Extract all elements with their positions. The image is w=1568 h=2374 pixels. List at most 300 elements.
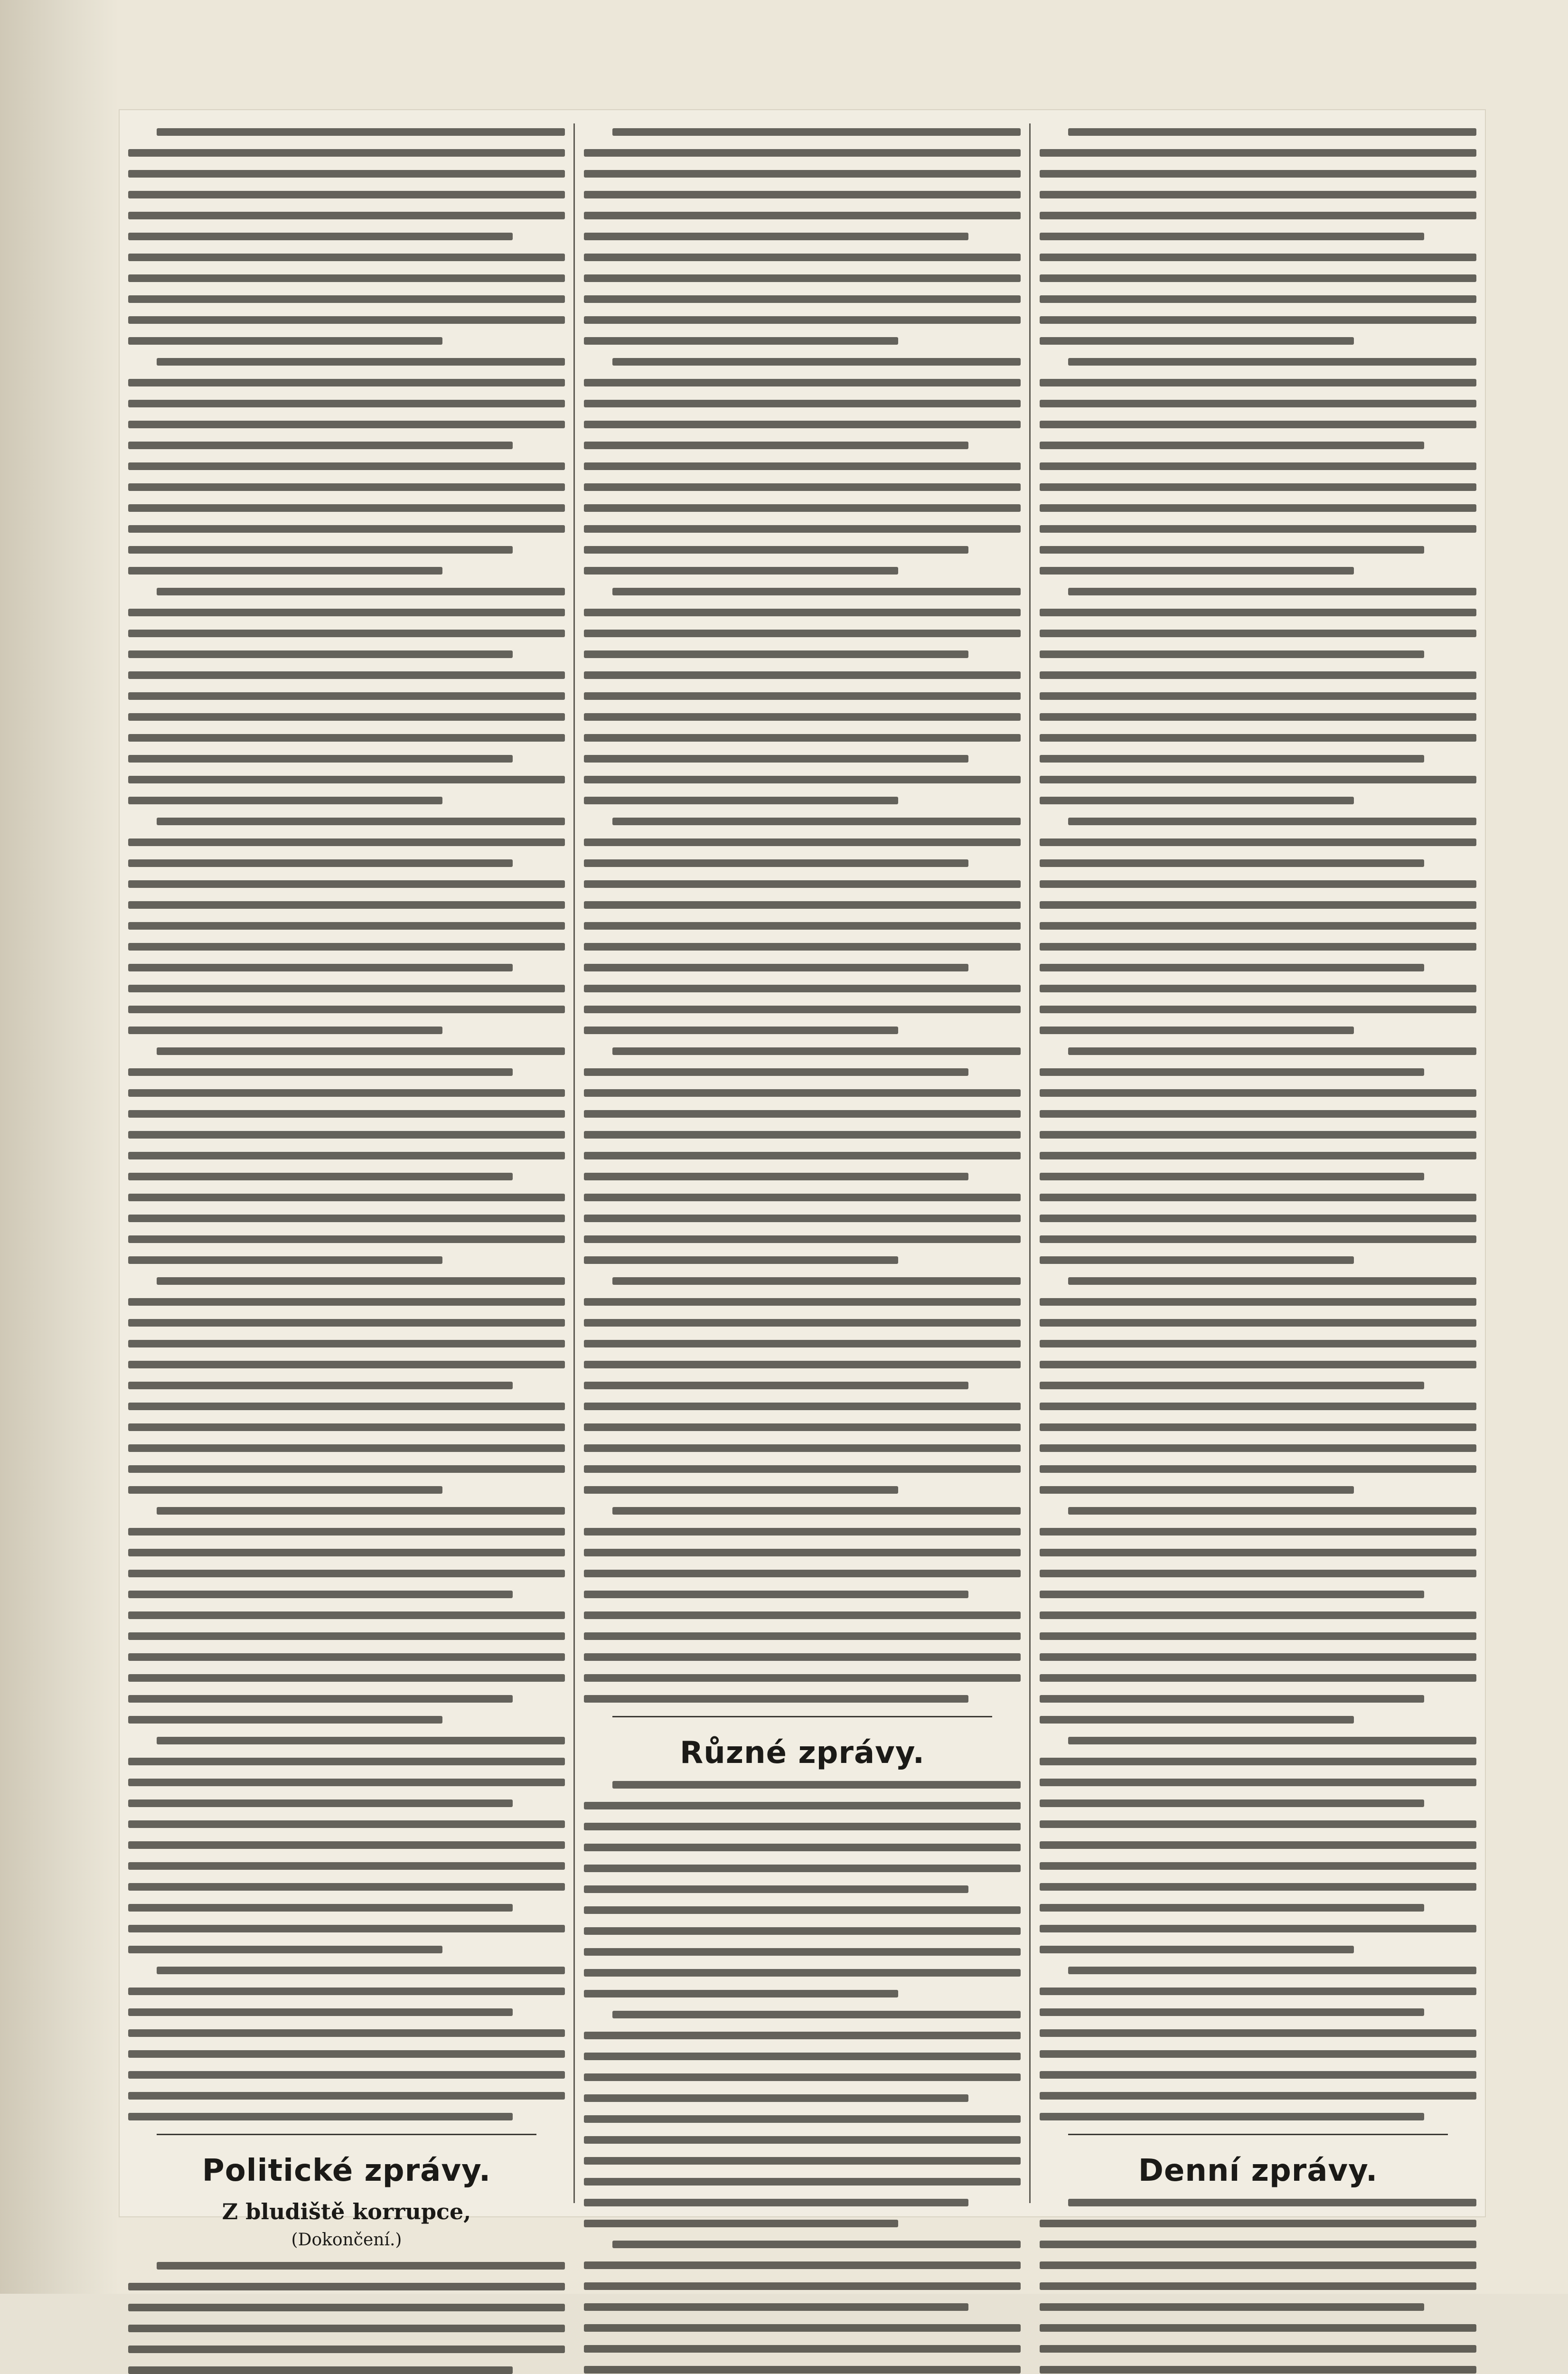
body-text-block <box>128 2262 565 2374</box>
heading-rule <box>612 1716 992 1717</box>
text-line <box>128 1883 565 1891</box>
text-line <box>1040 2050 1476 2058</box>
text-line <box>584 2053 1021 2060</box>
text-line <box>1068 1967 1476 1974</box>
text-line <box>1040 1988 1476 1995</box>
text-line <box>1040 1152 1476 1159</box>
text-line <box>1040 1256 1354 1264</box>
text-line <box>128 1653 565 1661</box>
text-line <box>584 1969 1021 1977</box>
text-line <box>584 1298 1021 1306</box>
text-line <box>1040 2241 1476 2248</box>
text-line <box>584 1885 968 1893</box>
text-line <box>128 1319 565 1327</box>
text-line <box>1040 337 1354 345</box>
text-line <box>1040 400 1476 407</box>
text-line <box>1040 2008 1424 2016</box>
text-line <box>584 546 968 554</box>
text-line <box>128 254 565 261</box>
text-line <box>128 671 565 679</box>
text-line <box>584 734 1021 742</box>
text-line <box>1040 546 1424 554</box>
text-line <box>1068 128 1476 136</box>
text-line <box>1040 609 1476 616</box>
various-news-heading: Různé zprávy. <box>679 1735 925 1771</box>
text-line <box>584 2303 968 2311</box>
text-line <box>128 2029 565 2037</box>
column-left <box>128 128 565 2250</box>
text-line <box>128 1444 565 1452</box>
text-line <box>584 1403 1021 1410</box>
text-line <box>1040 2345 1476 2353</box>
text-line <box>128 421 565 428</box>
text-line <box>584 1256 898 1264</box>
text-line <box>128 650 513 658</box>
text-line <box>1040 1674 1476 1682</box>
text-line <box>128 630 565 637</box>
text-line <box>1040 1194 1476 1201</box>
text-line <box>584 379 1021 386</box>
text-line <box>1040 2261 1476 2269</box>
text-line <box>584 922 1021 930</box>
text-line <box>128 2304 565 2311</box>
text-line <box>1040 1068 1424 1076</box>
text-line <box>128 1486 442 1494</box>
text-line <box>1040 713 1476 721</box>
text-line <box>128 964 513 971</box>
text-line <box>1040 797 1354 804</box>
text-line <box>1040 1925 1476 1932</box>
text-line <box>584 1423 1021 1431</box>
column-rule-right <box>1029 123 1031 2203</box>
text-line <box>128 462 565 470</box>
text-line <box>1040 212 1476 219</box>
text-line <box>612 2241 1021 2248</box>
text-line <box>1040 1799 1424 1807</box>
text-line <box>1040 316 1476 324</box>
text-line <box>128 442 513 449</box>
text-line <box>128 1591 513 1598</box>
text-line <box>128 2366 513 2374</box>
text-line <box>1040 1716 1354 1724</box>
text-line <box>128 295 565 303</box>
text-line <box>584 713 1021 721</box>
text-line <box>584 1361 1021 1368</box>
text-line <box>128 1570 565 1577</box>
text-line <box>1040 2366 1476 2374</box>
text-line <box>612 1781 1021 1789</box>
text-line <box>1040 838 1476 846</box>
text-line <box>1040 149 1476 157</box>
text-line <box>584 462 1021 470</box>
text-line <box>1040 734 1476 742</box>
political-news-note: (Dokončení.) <box>291 2230 402 2250</box>
text-line <box>128 1027 442 1034</box>
text-line <box>128 1006 565 1013</box>
text-line <box>128 1632 565 1640</box>
text-line <box>128 1235 565 1243</box>
text-line <box>128 943 565 951</box>
body-text-block <box>584 128 1021 1703</box>
text-line <box>1068 588 1476 595</box>
text-line <box>128 1215 565 1222</box>
text-line <box>1040 462 1476 470</box>
text-line <box>1040 2220 1476 2227</box>
text-line <box>1040 1820 1476 1828</box>
text-line <box>128 567 442 575</box>
text-line <box>128 2346 565 2353</box>
text-line <box>584 1173 968 1180</box>
text-line <box>1040 692 1476 700</box>
text-line <box>1040 1089 1476 1097</box>
text-line <box>128 1194 565 1201</box>
text-line <box>128 1695 513 1703</box>
text-line <box>1040 233 1424 240</box>
text-line <box>157 358 565 366</box>
text-line <box>584 901 1021 909</box>
text-line <box>584 1802 1021 1809</box>
text-line <box>1040 1591 1424 1598</box>
text-line <box>584 650 968 658</box>
text-line <box>157 1277 565 1285</box>
text-line <box>584 1990 898 1997</box>
text-line <box>128 379 565 386</box>
text-line <box>1040 1465 1476 1473</box>
text-line <box>584 170 1021 178</box>
text-line <box>1040 630 1476 637</box>
text-line <box>1040 1946 1354 1953</box>
text-line <box>584 1027 898 1034</box>
text-line <box>584 630 1021 637</box>
text-line <box>1068 358 1476 366</box>
text-line <box>1040 2071 1476 2079</box>
text-line <box>584 1549 1021 1556</box>
text-line <box>1040 1173 1424 1180</box>
column-rule-left <box>573 123 575 2203</box>
text-line <box>584 295 1021 303</box>
text-line <box>1040 985 1476 992</box>
text-line <box>1040 1904 1424 1912</box>
text-line <box>157 1507 565 1515</box>
text-line <box>1040 1632 1476 1640</box>
text-line <box>584 212 1021 219</box>
text-line <box>128 922 565 930</box>
text-line <box>1040 1883 1476 1891</box>
body-text-block <box>128 128 565 2120</box>
text-line <box>128 838 565 846</box>
text-line <box>584 1089 1021 1097</box>
text-line <box>584 2324 1021 2332</box>
text-line <box>584 1068 968 1076</box>
text-line <box>584 2261 1021 2269</box>
text-line <box>584 1948 1021 1956</box>
text-line <box>584 2073 1021 2081</box>
text-line <box>128 1423 565 1431</box>
text-line <box>1040 254 1476 261</box>
text-line <box>584 1340 1021 1347</box>
text-line <box>1040 1215 1476 1222</box>
text-line <box>128 2071 565 2079</box>
text-line <box>584 2157 1021 2165</box>
text-line <box>584 1653 1021 1661</box>
binding-edge <box>0 0 119 2294</box>
text-line <box>128 525 565 533</box>
text-line <box>584 316 1021 324</box>
text-line <box>584 2094 968 2102</box>
text-line <box>1040 2282 1476 2290</box>
text-line <box>128 713 565 721</box>
text-line <box>1068 1737 1476 1744</box>
text-line <box>1040 191 1476 198</box>
text-line <box>128 1925 565 1932</box>
text-line <box>584 797 898 804</box>
text-line <box>1040 880 1476 888</box>
text-line <box>157 1737 565 1744</box>
text-line <box>1040 1528 1476 1536</box>
text-line <box>584 274 1021 282</box>
text-line <box>1040 1006 1476 1013</box>
text-line <box>584 233 968 240</box>
text-line <box>1040 442 1424 449</box>
text-line <box>128 212 565 219</box>
daily-news-heading: Denní zprávy. <box>1138 2153 1378 2188</box>
text-line <box>1040 567 1354 575</box>
text-line <box>128 901 565 909</box>
text-line <box>584 400 1021 407</box>
text-line <box>584 1215 1021 1222</box>
text-line <box>128 1841 565 1849</box>
text-line <box>584 838 1021 846</box>
text-line <box>128 1904 513 1912</box>
political-news-subheading: Z bludiště korrupce, <box>222 2199 471 2225</box>
text-line <box>128 1173 513 1180</box>
text-line <box>1040 295 1476 303</box>
text-line <box>1040 1611 1476 1619</box>
text-line <box>128 1298 565 1306</box>
text-line <box>1040 859 1424 867</box>
text-line <box>584 671 1021 679</box>
text-line <box>1040 1027 1354 1034</box>
text-line <box>128 1089 565 1097</box>
text-line <box>584 525 1021 533</box>
body-text-block <box>1040 2199 1476 2374</box>
text-line <box>128 1528 565 1536</box>
text-line <box>584 442 968 449</box>
text-line <box>584 1570 1021 1577</box>
text-line <box>1040 1298 1476 1306</box>
text-line <box>1040 2303 1424 2311</box>
text-line <box>1040 964 1424 971</box>
text-line <box>1068 1047 1476 1055</box>
text-line <box>128 1465 565 1473</box>
column-middle <box>584 128 1021 2198</box>
text-line <box>612 818 1021 825</box>
text-line <box>584 1674 1021 1682</box>
text-line <box>157 1047 565 1055</box>
text-line <box>157 2262 565 2270</box>
text-line <box>128 1820 565 1828</box>
text-line <box>584 2178 1021 2186</box>
text-line <box>1040 1110 1476 1118</box>
text-line <box>1040 1695 1424 1703</box>
text-line <box>584 1611 1021 1619</box>
text-line <box>584 1844 1021 1851</box>
text-line <box>584 1152 1021 1159</box>
text-line <box>1068 818 1476 825</box>
text-line <box>584 1695 968 1703</box>
text-line <box>128 1403 565 1410</box>
text-line <box>128 316 565 324</box>
text-line <box>128 1110 565 1118</box>
text-line <box>128 797 442 804</box>
text-line <box>1040 1841 1476 1849</box>
text-line <box>1040 421 1476 428</box>
text-line <box>128 1758 565 1765</box>
text-line <box>128 734 565 742</box>
newspaper-sheet <box>119 109 1486 2250</box>
text-line <box>1040 274 1476 282</box>
text-line <box>128 1131 565 1139</box>
text-line <box>584 1591 968 1598</box>
text-line <box>1040 1653 1476 1661</box>
body-text-block <box>584 1781 1021 2374</box>
text-line <box>157 128 565 136</box>
text-line <box>584 2220 898 2227</box>
text-line <box>612 358 1021 366</box>
text-line <box>584 2366 1021 2374</box>
text-line <box>584 943 1021 951</box>
text-line <box>1040 776 1476 783</box>
text-line <box>128 985 565 992</box>
text-line <box>128 504 565 512</box>
text-line <box>584 609 1021 616</box>
text-line <box>584 504 1021 512</box>
text-line <box>584 859 968 867</box>
text-line <box>128 400 565 407</box>
column-right <box>1040 128 1476 2198</box>
text-line <box>1040 922 1476 930</box>
text-line <box>584 1823 1021 1830</box>
text-line <box>128 1799 513 1807</box>
text-line <box>584 1528 1021 1536</box>
text-line <box>128 1152 565 1159</box>
text-line <box>584 1906 1021 1914</box>
text-line <box>128 692 565 700</box>
text-line <box>584 2199 968 2206</box>
text-line <box>128 2050 565 2058</box>
text-line <box>584 1465 1021 1473</box>
text-line <box>157 818 565 825</box>
text-line <box>1040 2324 1476 2332</box>
text-line <box>1040 525 1476 533</box>
text-line <box>584 1319 1021 1327</box>
text-line <box>584 1382 968 1389</box>
text-line <box>612 1047 1021 1055</box>
text-line <box>128 483 565 491</box>
text-line <box>1040 483 1476 491</box>
text-line <box>584 964 968 971</box>
text-line <box>1040 1549 1476 1556</box>
text-line <box>1040 1758 1476 1765</box>
text-line <box>128 1988 565 1995</box>
text-line <box>1040 1382 1424 1389</box>
text-line <box>1040 1403 1476 1410</box>
text-line <box>128 859 513 867</box>
text-line <box>612 128 1021 136</box>
text-line <box>128 233 513 240</box>
text-line <box>1040 1423 1476 1431</box>
text-line <box>612 2011 1021 2018</box>
body-text-block <box>1040 128 1476 2120</box>
text-line <box>128 170 565 178</box>
text-line <box>612 588 1021 595</box>
text-line <box>128 1862 565 1870</box>
text-line <box>128 1946 442 1953</box>
text-line <box>128 609 565 616</box>
text-line <box>1040 504 1476 512</box>
text-line <box>1040 1862 1476 1870</box>
text-line <box>584 1006 1021 1013</box>
text-line <box>1040 901 1476 909</box>
text-line <box>1040 1340 1476 1347</box>
text-line <box>1040 379 1476 386</box>
text-line <box>128 2325 565 2332</box>
text-line <box>128 337 442 345</box>
text-line <box>584 2136 1021 2144</box>
text-line <box>128 1382 513 1389</box>
text-line <box>1068 1277 1476 1285</box>
political-news-heading: Politické zprávy. <box>202 2153 491 2188</box>
text-line <box>1040 1131 1476 1139</box>
text-line <box>584 1865 1021 1872</box>
text-line <box>128 776 565 783</box>
text-line <box>128 274 565 282</box>
text-line <box>128 2283 565 2290</box>
text-line <box>128 149 565 157</box>
text-line <box>1040 755 1424 763</box>
text-line <box>584 421 1021 428</box>
text-line <box>584 337 898 345</box>
heading-rule <box>1068 2134 1448 2135</box>
text-line <box>612 1507 1021 1515</box>
text-line <box>128 1340 565 1347</box>
text-line <box>1068 2199 1476 2206</box>
text-line <box>584 1444 1021 1452</box>
text-line <box>584 2282 1021 2290</box>
text-line <box>584 985 1021 992</box>
text-line <box>584 1486 898 1494</box>
text-line <box>157 588 565 595</box>
text-line <box>128 1549 565 1556</box>
text-line <box>128 1256 442 1264</box>
text-line <box>1040 1319 1476 1327</box>
text-line <box>1068 1507 1476 1515</box>
text-line <box>1040 943 1476 951</box>
text-line <box>584 567 898 575</box>
text-line <box>128 2008 513 2016</box>
text-line <box>584 692 1021 700</box>
text-line <box>1040 2113 1424 2120</box>
text-line <box>128 546 513 554</box>
text-line <box>157 1967 565 1974</box>
text-line <box>584 149 1021 157</box>
heading-rule <box>157 2134 536 2135</box>
text-line <box>1040 1570 1476 1577</box>
text-line <box>128 2113 513 2120</box>
text-line <box>612 1277 1021 1285</box>
text-line <box>128 2092 565 2100</box>
text-line <box>128 1361 565 1368</box>
